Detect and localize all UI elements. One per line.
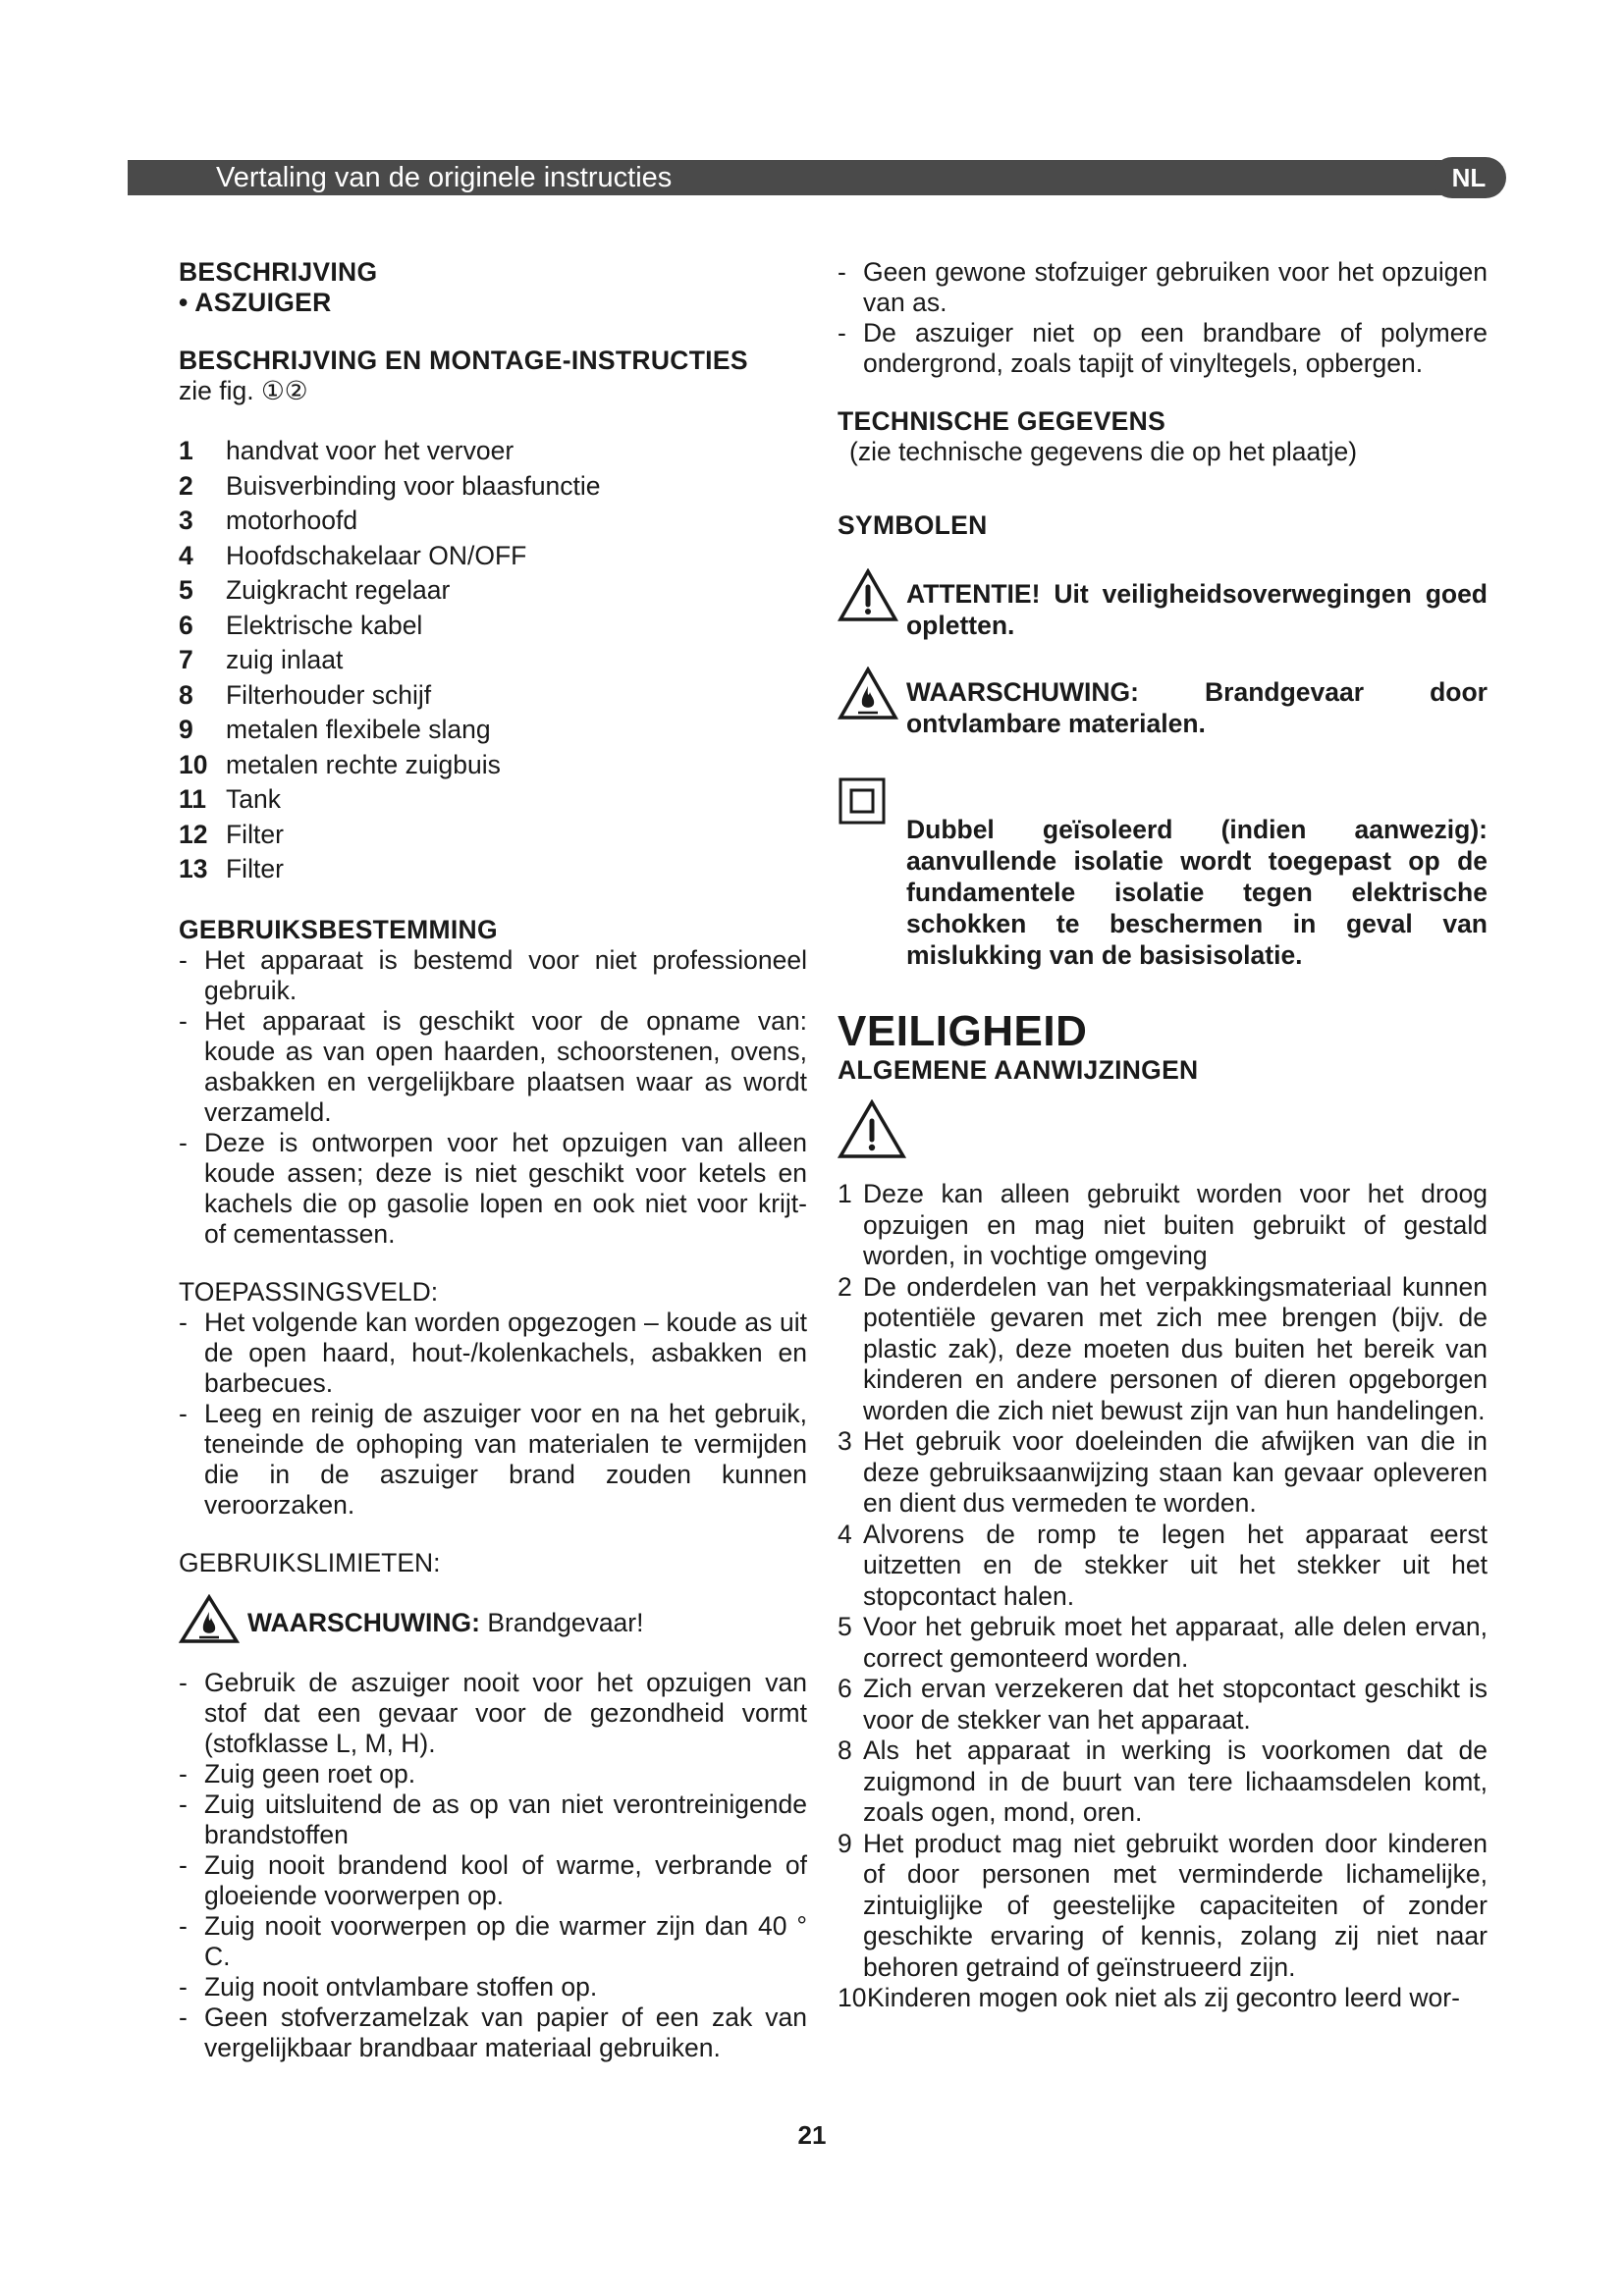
field-heading: TOEPASSINGSVELD: bbox=[179, 1276, 439, 1307]
list-item: - Zuig geen roet op. bbox=[179, 1758, 416, 1789]
list-item: 11 Tank bbox=[179, 784, 281, 814]
symbol-double-insulated: Dubbel geïsoleerd (indien aanwezig): aanvullende isolatie wordt toegepast op de fundamentele isolatie tegen elektrische schokken te beschermen in geval van mislukking van de basisisolatie. bbox=[838, 776, 1488, 971]
intended-use-heading: GEBRUIKSBESTEMMING bbox=[179, 914, 498, 944]
list-item: 3 motorhoofd bbox=[179, 506, 358, 535]
list-item: 10 metalen rechte zuigbuis bbox=[179, 749, 501, 779]
list-item: 6 Elektrische kabel bbox=[179, 610, 423, 640]
limits-heading: GEBRUIKSLIMIETEN: bbox=[179, 1547, 441, 1577]
symbol-attention: ATTENTIE! Uit veiligheidsoverwegingen goed opletten. bbox=[838, 568, 1488, 641]
list-item: 9 metalen flexibele slang bbox=[179, 715, 491, 744]
description-subheading: • ASZUIGER bbox=[179, 288, 332, 317]
list-item: - Geen stofverzamelzak van papier of een zak van vergelijkbaar brandbaar materiaal gebruiken. bbox=[179, 2002, 807, 2062]
description-heading: BESCHRIJVING bbox=[179, 257, 378, 287]
list-item: - Zuig uitsluitend de as op van niet verontreinigende brandstoffen bbox=[179, 1789, 807, 1849]
list-item: 5 Voor het gebruik moet het apparaat, alle delen ervan, correct gemonteerd worden. bbox=[838, 1612, 1488, 1673]
list-item: - Deze is ontworpen voor het opzuigen van alleen koude assen; deze is niet geschikt voor ketels en kachels die op gasolie lopen en ook niet voor krijt- of cementassen. bbox=[179, 1127, 807, 1249]
list-item: 8 Als het apparaat in werking is voorkomen dat de zuigmond in de buurt van tere lichaamsdelen komt, zoals ogen, mond, oren. bbox=[838, 1735, 1488, 1827]
list-item: - Het apparaat is bestemd voor niet professioneel gebruik. bbox=[179, 944, 807, 1005]
list-item: 2 Buisverbinding voor blaasfunctie bbox=[179, 470, 601, 501]
list-item: - Gebruik de aszuiger nooit voor het opzuigen van stof dat een gevaar voor de gezondheid vormt (stofklasse L, M, H). bbox=[179, 1667, 807, 1758]
list-item: 3 Het gebruik voor doeleinden die afwijken van die in deze gebruiksaanwijzing staan kan gevaar opleveren en dient dus vermeden te worden. bbox=[838, 1426, 1488, 1518]
assembly-figure-ref: zie fig. ①② bbox=[179, 376, 308, 405]
double-insulation-icon bbox=[838, 776, 906, 830]
list-item: 9 Het product mag niet gebruikt worden door kinderen of door personen met verminderde lichamelijke, zintuiglijke of geestelijke capaciteiten of zonder geschikte ervaring of kennis, zolang zij niet naar behoren getraind of geïnstrueerd zijn. bbox=[838, 1828, 1488, 1982]
symbols-heading: SYMBOLEN bbox=[838, 510, 988, 540]
list-item: 2 De onderdelen van het verpakkingsmateriaal kunnen potentiële gevaren met zich mee brengen (bijv. de plastic zak), deze moeten dus buiten het bereik van kinderen en andere personen of dieren opgeborgen worden die zich niet bewust zijn van hun handelingen. bbox=[838, 1271, 1488, 1425]
list-item: - Geen gewone stofzuiger gebruiken voor het opzuigen van as. bbox=[838, 257, 1488, 317]
list-item: - Zuig nooit voorwerpen op die warmer zijn dan 40 ° C. bbox=[179, 1910, 807, 1971]
list-item: 7 zuig inlaat bbox=[179, 645, 344, 674]
list-item: 8 Filterhouder schijf bbox=[179, 679, 432, 710]
symbol-fire-hazard: WAARSCHUWING: Brandgevaar door ontvlambare materialen. bbox=[838, 667, 1488, 739]
warning-triangle-icon bbox=[838, 568, 906, 628]
left-column bbox=[179, 257, 807, 2063]
language-badge: NL bbox=[1432, 157, 1506, 198]
list-item: 4 Hoofdschakelaar ON/OFF bbox=[179, 540, 527, 570]
safety-heading: VEILIGHEID bbox=[838, 1007, 1088, 1055]
fire-warning-icon bbox=[838, 667, 906, 726]
list-item: 6 Zich ervan verzekeren dat het stopcontact geschikt is voor de stekker van het apparaat. bbox=[838, 1674, 1488, 1735]
right-column bbox=[838, 257, 1488, 2014]
list-item: 13 Filter bbox=[179, 854, 284, 883]
list-item: - Zuig nooit ontvlambare stoffen op. bbox=[179, 1971, 598, 2002]
page-number: 21 bbox=[797, 2120, 827, 2150]
list-item: 1 Deze kan alleen gebruikt worden voor het droog opzuigen en mag niet buiten gebruikt of gestald worden, in vochtige omgeving bbox=[838, 1179, 1488, 1270]
list-item: - Leeg en reinig de aszuiger voor en na het gebruik, teneinde de ophoping van materialen te vermijden die in de aszuiger brand zouden kunnen veroorzaken. bbox=[179, 1398, 807, 1520]
list-item: 1 handvat voor het vervoer bbox=[179, 436, 514, 465]
technical-data-text: (zie technische gegevens die op het plaatje) bbox=[849, 437, 1358, 466]
list-item: - Het apparaat is geschikt voor de opname van: koude as van open haarden, schoorstenen, ovens, asbakken en vergelijkbare plaatsen waar as wordt verzameld. bbox=[179, 1005, 807, 1127]
fire-warning-icon bbox=[179, 1594, 240, 1652]
parts-list bbox=[179, 434, 807, 887]
fire-warning: WAARSCHUWING: Brandgevaar! bbox=[179, 1594, 807, 1652]
list-item: 5 Zuigkracht regelaar bbox=[179, 575, 451, 605]
assembly-heading: BESCHRIJVING EN MONTAGE-INSTRUCTIES bbox=[179, 346, 748, 375]
list-item: 12 Filter bbox=[179, 819, 284, 849]
list-item: - Zuig nooit brandend kool of warme, verbrande of gloeiende voorwerpen op. bbox=[179, 1849, 807, 1910]
general-instructions-heading: ALGEMENE AANWIJZINGEN bbox=[838, 1055, 1199, 1085]
list-item: - Het volgende kan worden opgezogen – koude as uit de open haard, hout-/kolenkachels, asbakken en barbecues. bbox=[179, 1307, 807, 1398]
technical-data-heading: TECHNISCHE GEGEVENS bbox=[838, 406, 1166, 436]
list-item: 4 Alvorens de romp te legen het apparaat eerst uitzetten en de stekker uit het stekker uit het stopcontact halen. bbox=[838, 1519, 1488, 1611]
list-item: - De aszuiger niet op een brandbare of polymere ondergrond, zoals tapijt of vinyltegels, opbergen. bbox=[838, 318, 1488, 378]
header-title: Vertaling van de originele instructies bbox=[216, 162, 673, 193]
list-item: 10 Kinderen mogen ook niet als zij gecontro leerd wor- bbox=[838, 1983, 1460, 2012]
general-warning-icon bbox=[838, 1099, 1488, 1165]
